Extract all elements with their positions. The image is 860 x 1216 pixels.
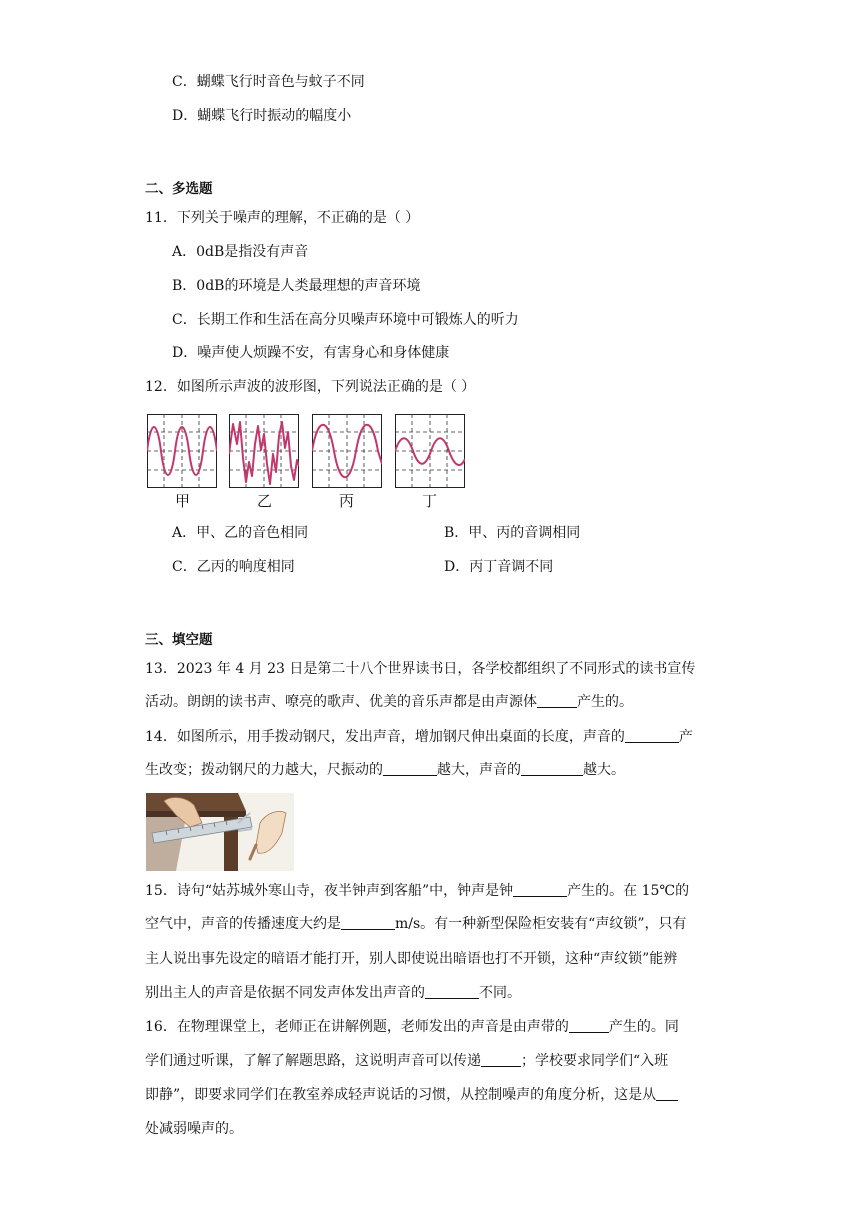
waveform-ding (395, 414, 465, 488)
q13-line-2: 活动。朗朗的读书声、嘹亮的歌声、优美的音乐声都是由声源体 产生的。 (145, 694, 633, 710)
blank-15-3[interactable] (425, 984, 479, 999)
blank-16-3[interactable] (656, 1086, 678, 1101)
waveform-label-bing: 丙 (339, 492, 355, 510)
waveform-label-yi: 乙 (257, 492, 273, 510)
q15-line-4: 别出主人的声音是依据不同发声体发出声音的 不同。 (145, 985, 521, 1001)
q16-line-3: 即静”，即要求同学们在教室养成轻声说话的习惯，从控制噪声的角度分析，这是从 (145, 1085, 678, 1105)
q10-option-d: D．蝴蝶飞行时振动的幅度小 (172, 108, 352, 124)
blank-16-2[interactable] (481, 1052, 521, 1067)
q13-line-1: 13．2023 年 4 月 23 日是第二十八个世界读书日，各学校都组织了不同形式的读书宣传 (145, 661, 696, 677)
waveform-label-ding: 丁 (422, 492, 438, 510)
section-title-fill-blank: 三、填空题 (145, 632, 213, 648)
blank-14-2[interactable] (383, 761, 437, 776)
q16-line-4: 处减弱噪声的。 (145, 1121, 243, 1137)
blank-15-1[interactable] (513, 882, 567, 897)
waveform-yi (229, 414, 299, 488)
section-title-multiple-choice: 二、多选题 (145, 181, 213, 197)
blank-14-3[interactable] (521, 761, 583, 776)
waveform-jia (147, 414, 217, 488)
waveform-bing (312, 414, 382, 488)
q14-line-1: 14．如图所示，用手拨动钢尺，发出声音，增加钢尺伸出桌面的长度，声音的 产 (145, 729, 693, 745)
q16-line-2: 学们通过听课，了解了解题思路，这说明声音可以传递 ；学校要求同学们“入班 (145, 1053, 669, 1069)
q11-option-a: A．0dB是指没有声音 (172, 244, 309, 260)
q11-option-c: C．长期工作和生活在高分贝噪声环境中可锻炼人的听力 (172, 312, 519, 328)
q15-line-2: 空气中，声音的传播速度大约是 m/s。有一种新型保险柜安装有“声纹锁”，只有 (145, 916, 687, 932)
q11-option-b: B．0dB的环境是人类最理想的声音环境 (172, 278, 421, 294)
steel-ruler-illustration (146, 793, 294, 871)
q12-option-b: B．甲、丙的音调相同 (444, 525, 581, 541)
waveform-label-jia: 甲 (175, 492, 191, 510)
blank-15-2[interactable] (341, 915, 395, 930)
q11-stem: 11．下列关于噪声的理解，不正确的是（ ） (145, 210, 420, 226)
q12-option-d: D．丙丁音调不同 (444, 559, 554, 575)
blank-16-1[interactable] (569, 1018, 609, 1033)
q15-line-1: 15．诗句“姑苏城外寒山寺，夜半钟声到客船”中，钟声是钟 产生的。在 15℃的 (145, 883, 690, 899)
blank-13-1[interactable] (537, 693, 577, 708)
blank-14-1[interactable] (625, 728, 679, 743)
q11-option-d: D．噪声使人烦躁不安，有害身心和身体健康 (172, 345, 450, 361)
q12-option-a: A．甲、乙的音色相同 (172, 525, 309, 541)
q12-option-c: C．乙丙的响度相同 (172, 559, 295, 575)
q12-stem: 12．如图所示声波的波形图，下列说法正确的是（ ） (145, 379, 476, 395)
q16-line-1: 16．在物理课堂上，老师正在讲解例题，老师发出的声音是由声带的 产生的。同 (145, 1019, 679, 1035)
q15-line-3: 主人说出事先设定的暗语才能打开，别人即使说出暗语也打不开锁，这种“声纹锁”能辨 (145, 951, 678, 967)
q10-option-c: C．蝴蝶飞行时音色与蚊子不同 (172, 74, 365, 90)
q14-line-2: 生改变；拨动钢尺的力越大，尺振动的 越大，声音的 越大。 (145, 762, 625, 778)
